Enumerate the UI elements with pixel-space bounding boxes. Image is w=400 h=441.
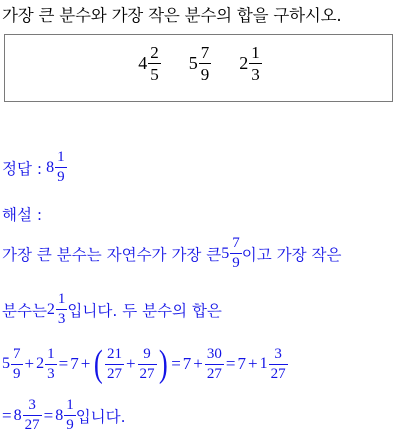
eq-plus-5: +	[247, 354, 258, 373]
choice-1	[138, 44, 161, 83]
eq-frac-9-27-denominator: 27	[139, 365, 155, 382]
eq-right-paren: )	[158, 343, 168, 385]
answer-numerator: 1	[57, 149, 65, 165]
eq-plus-1: +	[24, 354, 35, 373]
eq-equals-1: =	[58, 354, 69, 373]
eq-seven-1: 7	[70, 354, 79, 373]
eq-plus-3: +	[125, 354, 136, 373]
eq-equals-2: =	[171, 354, 181, 373]
eq-term-1-3-27-whole: 1	[259, 355, 268, 372]
choice-2-numerator: 7	[200, 43, 210, 62]
choice-2-fraction	[199, 44, 212, 83]
explanation-line-1-text-b: 이고 가장 작은	[241, 245, 342, 264]
answer-label: 정답 :	[2, 159, 43, 178]
eq-frac-30-27-numerator: 30	[206, 345, 222, 362]
eq-equals-3: =	[225, 354, 236, 373]
explanation-line-1-text-a: 가장 큰 분수는 자연수가 가장 큰	[2, 245, 222, 264]
largest-fraction-denominator: 9	[232, 255, 240, 271]
eq-term-smallest-frac	[45, 347, 57, 382]
eq-term-largest	[2, 347, 23, 382]
eq-term-8-1-9	[55, 398, 76, 433]
choice-1-denominator: 5	[150, 65, 159, 84]
eq-frac-21-27-numerator: 21	[106, 345, 122, 362]
eq-term-smallest-numerator: 1	[47, 345, 55, 362]
eq-term-smallest-denominator: 3	[47, 365, 55, 382]
choice-3	[239, 44, 262, 83]
eq-term-1-3-27-numerator: 3	[274, 345, 282, 362]
eq-frac-21-27-denominator: 27	[106, 365, 122, 382]
answer-line	[2, 150, 67, 185]
eq-term-8-1-9-frac	[64, 398, 76, 433]
largest-fraction	[221, 236, 242, 271]
choice-3-fraction	[249, 44, 262, 83]
eq-frac-21-27	[105, 347, 124, 382]
explanation-line-2	[2, 292, 222, 327]
explanation-line-2-text-a: 분수는	[2, 301, 47, 320]
eq-equals-4: =	[2, 405, 12, 425]
choice-3-denominator: 3	[251, 65, 260, 84]
largest-fraction-numerator: 7	[232, 235, 240, 251]
smallest-fraction-whole: 2	[46, 300, 55, 318]
answer-value	[46, 150, 67, 185]
answer-whole: 8	[46, 158, 55, 176]
choices-row	[0, 44, 400, 83]
eq-term-8-3-27	[14, 398, 42, 433]
eq-term-8-3-27-whole: 8	[13, 406, 22, 424]
choice-2	[189, 44, 212, 83]
choice-2-whole: 5	[188, 53, 198, 73]
eq-frac-9-27-numerator: 9	[143, 345, 151, 362]
eq-term-8-1-9-whole: 8	[55, 406, 64, 424]
equation-line-2	[2, 398, 126, 433]
eq-frac-30-27	[205, 347, 224, 382]
explanation-line-4-text: 입니다.	[75, 407, 126, 426]
eq-plus-4: +	[193, 354, 203, 373]
eq-term-largest-frac	[11, 347, 23, 382]
smallest-fraction-frac	[56, 292, 68, 327]
eq-term-smallest-whole: 2	[36, 355, 45, 372]
equation-line-1	[2, 345, 288, 383]
choice-3-whole: 2	[239, 53, 249, 73]
eq-term-8-3-27-frac	[23, 398, 42, 433]
eq-term-smallest	[36, 347, 57, 382]
explanation-line-2-text-b: 입니다. 두 분수의 합은	[67, 301, 222, 320]
eq-seven-2: 7	[182, 354, 192, 373]
choice-2-denominator: 9	[200, 65, 210, 84]
eq-term-8-1-9-numerator: 1	[66, 397, 74, 413]
eq-seven-3: 7	[237, 354, 246, 373]
eq-plus-2: +	[80, 354, 91, 373]
eq-term-8-1-9-denominator: 9	[66, 417, 74, 433]
eq-term-largest-whole: 5	[2, 355, 10, 372]
eq-term-largest-denominator: 9	[13, 365, 21, 382]
eq-term-1-3-27-denominator: 27	[270, 365, 286, 382]
eq-term-1-3-27-frac	[269, 347, 288, 382]
choice-3-numerator: 1	[251, 43, 260, 62]
choice-1-fraction	[148, 44, 161, 83]
largest-fraction-frac	[230, 236, 242, 271]
smallest-fraction-numerator: 1	[57, 291, 66, 307]
answer-fraction	[55, 150, 67, 185]
eq-term-largest-numerator: 7	[13, 345, 21, 362]
choice-1-numerator: 2	[150, 43, 159, 62]
eq-frac-9-27	[138, 347, 157, 382]
eq-left-paren: (	[94, 343, 104, 385]
eq-equals-5: =	[43, 405, 54, 425]
answer-denominator: 9	[57, 169, 65, 185]
largest-fraction-whole: 5	[221, 244, 230, 262]
choice-1-whole: 4	[138, 53, 148, 73]
eq-term-1-3-27	[260, 347, 288, 382]
eq-term-8-3-27-numerator: 3	[28, 397, 36, 413]
smallest-fraction-denominator: 3	[57, 311, 66, 327]
eq-term-8-3-27-denominator: 27	[24, 417, 40, 433]
explanation-label: 해설 :	[2, 206, 43, 224]
question-text: 가장 큰 분수와 가장 작은 분수의 합을 구하시오.	[2, 6, 342, 25]
smallest-fraction	[47, 292, 68, 327]
eq-frac-30-27-denominator: 27	[206, 365, 222, 382]
explanation-line-1	[2, 236, 342, 271]
